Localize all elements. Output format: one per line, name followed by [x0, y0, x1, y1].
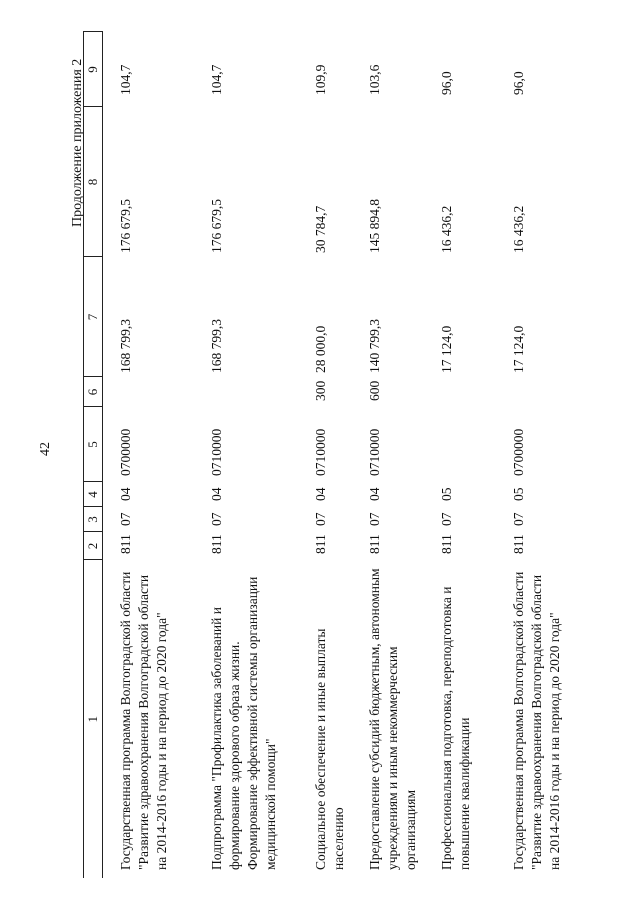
- row-description: Предоставление субсидий бюджетным, автономным учреждениям и иным некоммерческим организациям: [366, 568, 418, 870]
- cell-planned: 168 799,3: [208, 319, 224, 373]
- cell-actual: 176 679,5: [118, 199, 133, 253]
- row-description: Социальное обеспечение и иные выплаты населению: [312, 628, 346, 870]
- cell-section: 07: [366, 512, 382, 526]
- cell-section: 07: [438, 512, 454, 526]
- col-header-7: 7: [84, 257, 103, 377]
- budget-table: [83, 32, 597, 879]
- cell-planned: 168 799,3: [118, 319, 133, 373]
- cell-target-article: 0700000: [118, 428, 133, 476]
- table-row: [299, 32, 353, 878]
- col-header-2: 2: [84, 532, 103, 560]
- cell-ministry: 811: [438, 534, 454, 554]
- cell-subsection: 05: [438, 487, 454, 501]
- cell-subsection: 04: [366, 487, 382, 501]
- cell-ministry: 811: [366, 534, 382, 554]
- cell-section: 07: [208, 512, 224, 526]
- cell-section: 07: [118, 512, 133, 526]
- cell-planned: 17 124,0: [510, 325, 526, 373]
- cell-percent: 109,9: [312, 64, 328, 95]
- cell-subsection: 04: [208, 487, 224, 501]
- cell-actual: 145 894,8: [366, 199, 382, 253]
- cell-expense-type: [195, 377, 299, 407]
- cell-expense-type: [425, 377, 497, 407]
- cell-subsection: 05: [510, 487, 526, 501]
- col-header-1: 1: [84, 560, 103, 878]
- cell-ministry: 811: [510, 534, 526, 554]
- table-row: [195, 32, 299, 878]
- cell-expense-type: 300: [312, 380, 328, 401]
- cell-actual: 16 436,2: [438, 205, 454, 253]
- table-row: [425, 32, 497, 878]
- cell-planned: 28 000,0: [312, 325, 328, 373]
- col-header-5: 5: [84, 407, 103, 482]
- cell-actual: 176 679,5: [208, 199, 224, 253]
- col-header-6: 6: [84, 377, 103, 407]
- continuation-note: Продолжение приложения 2: [70, 58, 85, 227]
- cell-expense-type: [103, 377, 195, 407]
- cell-ministry: 811: [312, 534, 328, 554]
- table-row: [353, 32, 425, 878]
- row-description: Государственная программа Волгоградской области "Развитие здравоохранения Волгоградской области на 2014-2016 годы и на период до 2020 года": [510, 571, 562, 870]
- rotated-table-container: [83, 32, 599, 878]
- cell-ministry: 811: [118, 534, 133, 554]
- cell-subsection: 04: [312, 487, 328, 501]
- cell-target-article: [425, 407, 497, 482]
- cell-planned: 140 799,3: [366, 319, 382, 373]
- row-description: Профессиональная подготовка, переподготовка и повышение квалификации: [438, 586, 472, 870]
- col-header-4: 4: [84, 482, 103, 507]
- cell-section: 07: [510, 512, 526, 526]
- cell-percent: 104,7: [118, 64, 133, 95]
- cell-target-article: 0710000: [208, 428, 224, 476]
- cell-percent: 96,0: [510, 71, 526, 95]
- cell-expense-type: [497, 377, 597, 407]
- col-header-3: 3: [84, 507, 103, 532]
- table-row: [103, 32, 195, 878]
- header-row: [84, 32, 103, 878]
- row-description: Подпрограмма "Профилактика заболеваний и формирование здорового образа жизни. Формирование эффективной системы организации медицинской помощи": [208, 576, 278, 870]
- cell-planned: 17 124,0: [438, 325, 454, 373]
- row-description: Государственная программа Волгоградской области "Развитие здравоохранения Волгоградской области на 2014-2016 годы и на период до 2020 года": [118, 571, 169, 870]
- cell-target-article: 0710000: [312, 428, 328, 476]
- cell-percent: 103,6: [366, 64, 382, 95]
- col-header-8: 8: [84, 107, 103, 257]
- page-number: 42: [38, 442, 53, 456]
- cell-expense-type: 600: [366, 380, 382, 401]
- cell-section: 07: [312, 512, 328, 526]
- cell-subsection: 04: [118, 487, 133, 501]
- table-row: [497, 32, 597, 878]
- col-header-9: 9: [84, 32, 103, 107]
- cell-target-article: 0710000: [366, 428, 382, 476]
- cell-percent: 104,7: [208, 64, 224, 95]
- cell-actual: 30 784,7: [312, 205, 328, 253]
- cell-target-article: 0700000: [510, 428, 526, 476]
- cell-ministry: 811: [208, 534, 224, 554]
- cell-percent: 96,0: [438, 71, 454, 95]
- cell-actual: 16 436,2: [510, 205, 526, 253]
